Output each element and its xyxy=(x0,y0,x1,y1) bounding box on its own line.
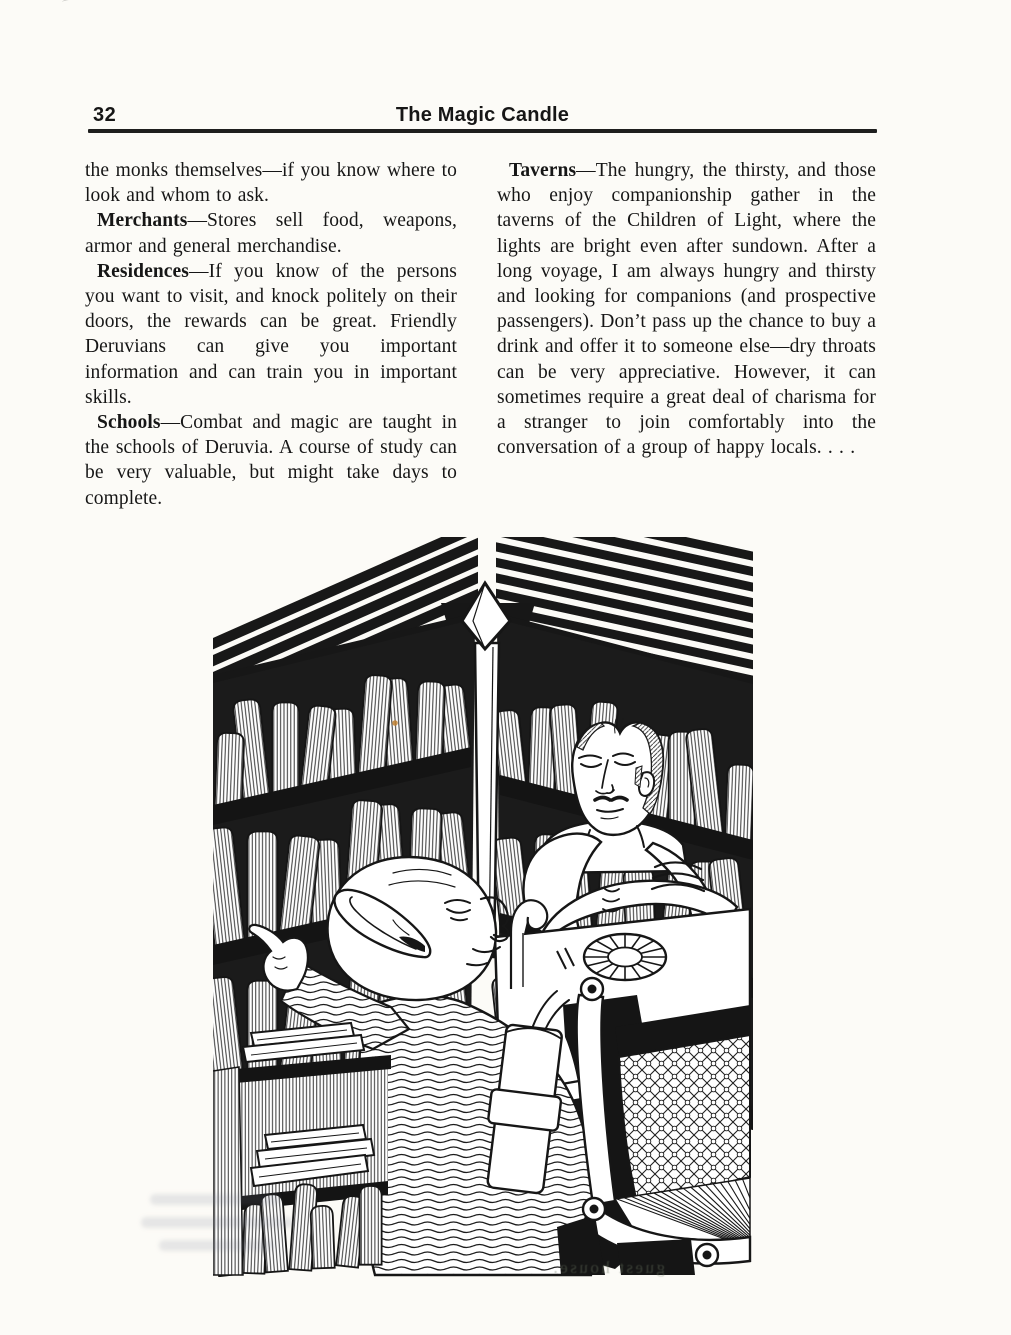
chair-mesh xyxy=(619,1035,750,1203)
paragraph-lead: Merchants xyxy=(97,210,188,232)
paragraph-lead: Schools xyxy=(97,412,161,434)
paragraph xyxy=(85,158,457,208)
paragraph xyxy=(85,259,457,410)
paragraph-text: —Combat and magic are taught in the schools of Deruvia. A course of study can be very valuable, but might take days to complete. xyxy=(85,412,457,509)
ink-bleed-artifact xyxy=(159,1240,275,1251)
header-rule xyxy=(88,129,877,133)
paragraph xyxy=(85,208,457,258)
paragraph-lead: Taverns xyxy=(509,160,577,181)
ink-bleed-artifact xyxy=(141,1217,293,1228)
paragraph xyxy=(85,410,457,511)
ink-bleed-artifact xyxy=(150,1194,280,1205)
paragraph-text: —Stores sell food, weapons, armor and general merchandise. xyxy=(85,210,457,257)
chair-rivet xyxy=(583,1198,605,1220)
chair-rivet xyxy=(581,978,603,1000)
scan-speck xyxy=(392,720,398,726)
text-column-left xyxy=(85,158,457,511)
paragraph xyxy=(497,158,876,460)
chair xyxy=(557,978,753,1275)
ink-bleed-ghost-text: guest house. xyxy=(550,1258,666,1277)
text-column-right xyxy=(497,158,876,460)
paragraph-text: —If you know of the persons you want to visit, and knock politely on their doors, the rewards can be great. Friendly Deruvians can give you important information and can train you in important skills. xyxy=(85,260,457,408)
paragraph-text: the monks themselves—if you know where to look and whom to ask. xyxy=(85,160,457,207)
header-title-band xyxy=(88,103,877,127)
plate xyxy=(584,934,666,980)
library-illustration xyxy=(213,537,753,1277)
page-number: 32 xyxy=(93,104,117,126)
page-title: The Magic Candle xyxy=(395,104,570,126)
paragraph-text: —The hungry, the thirsty, and those who enjoy companionship gather in the taverns of the Children of Light, where the lights are bright even after sundown. After a long voyage, I am always hungry and thirsty and looking for companions (and prospective passengers). Don’t pass up the chance to buy a drink and offer it to someone else—dry throats can be very appreciative. However, it can sometimes require a great deal of charisma for a stranger to join comfortably into the conversation of a group of happy locals. . . . xyxy=(497,160,876,459)
page-edge-artifact xyxy=(62,0,140,7)
paragraph-lead: Residences xyxy=(97,260,189,282)
